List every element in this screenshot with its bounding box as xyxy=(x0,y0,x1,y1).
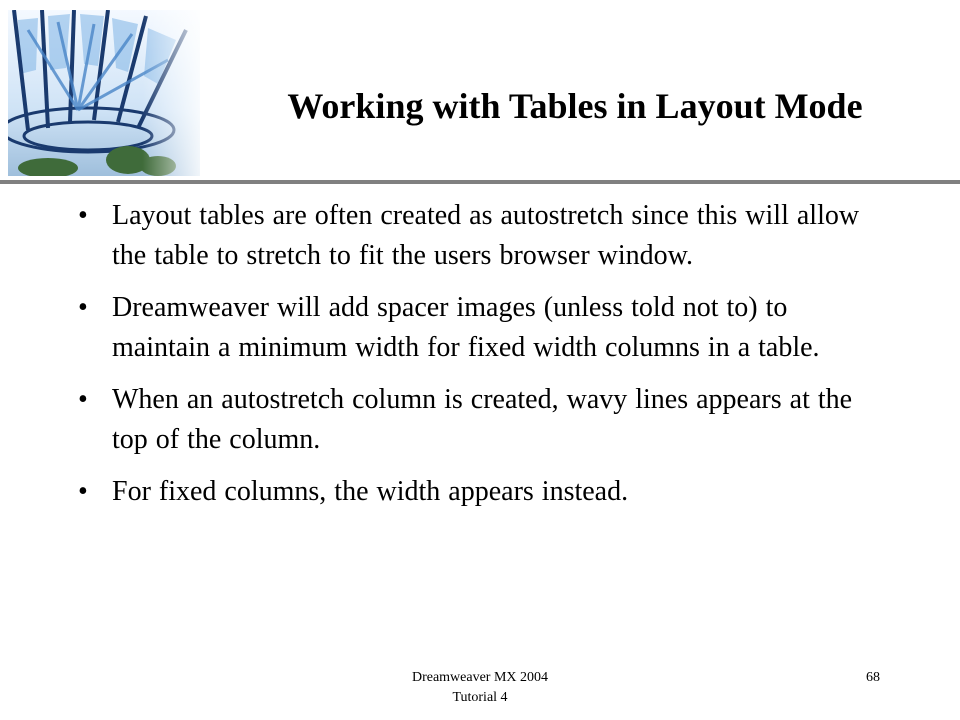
bullet-dot-icon: • xyxy=(78,200,88,231)
bullet-item xyxy=(72,380,872,460)
bullet-dot-icon: • xyxy=(78,292,88,323)
slide-title: Working with Tables in Layout Mode xyxy=(287,86,863,126)
bullet-text: For fixed columns, the width appears instead. xyxy=(112,476,629,507)
footer-line-1: Dreamweaver MX 2004 xyxy=(411,670,549,685)
bullet-item xyxy=(72,288,872,368)
footer-caption xyxy=(380,668,580,708)
bullet-text: When an autostretch column is created, wavy lines appears at the top of the column. xyxy=(112,384,853,455)
bullet-text: Layout tables are often created as autostretch since this will allow the table to stretch to fit the users browser window. xyxy=(112,200,860,271)
bullet-item xyxy=(72,196,872,276)
bullet-list xyxy=(72,196,872,524)
atrium-photo xyxy=(8,10,200,176)
bullet-text: Dreamweaver will add spacer images (unless told not to) to maintain a minimum width for fixed width columns in a table. xyxy=(112,292,820,363)
title-divider xyxy=(0,180,960,184)
bullet-item xyxy=(72,472,872,512)
bullet-dot-icon: • xyxy=(78,476,88,507)
bullet-dot-icon: • xyxy=(78,384,88,415)
footer-line-2: Tutorial 4 xyxy=(452,690,508,705)
page-number: 68 xyxy=(866,670,880,685)
